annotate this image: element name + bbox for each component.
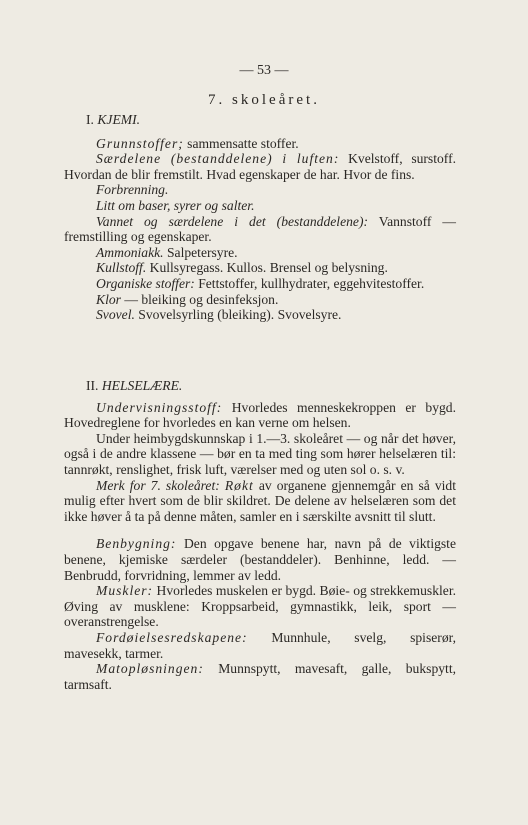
paragraph: Merk for 7. skoleåret: Røkt av organene gjennemgår en så vidt mulig efter hvert som de blir skildret. De delene av helselæren som det ikke høver å ta på denne måten, samler en i særskilte avsnitt til slutt.: [64, 477, 456, 524]
section-title-text: KJEMI.: [97, 112, 140, 127]
paragraph: Litt om baser, syrer og salter.: [96, 197, 255, 213]
section-title: [86, 112, 456, 128]
paragraph: Vannet og særdelene i det (bestanddelene): Vannstoff — fremstilling og egenskaper.: [64, 213, 457, 245]
page-number: — 53 —: [239, 63, 289, 78]
paragraph: Matopløsningen: Munnspytt, mavesaft, galle, bukspytt, tarmsaft.: [64, 661, 456, 692]
paragraph: Kullstoff. Kullsyregass. Kullos. Brensel og belysning.: [96, 260, 388, 276]
paragraph: Svovel. Svovelsyrling (bleiking). Svovelsyre.: [96, 307, 342, 323]
section-number: I.: [86, 112, 94, 127]
paragraph: Forbrenning.: [96, 182, 169, 198]
paragraph: Særdelene (bestanddelene) i luften: Kvelstoff, surstoff. Hvordan de blir fremstilt. Hvad egenskaper de har. Hvor de fins.: [64, 151, 457, 182]
section-helselaere: [64, 378, 456, 692]
section-number: II.: [86, 378, 99, 393]
paragraph: Grunnstoffer; sammensatte stoffer.: [96, 135, 299, 151]
paragraph: Klor — bleiking og desinfeksjon.: [96, 291, 279, 307]
chapter-heading: 7. skoleåret.: [208, 92, 320, 108]
section-title-text: HELSELÆRE.: [101, 378, 183, 393]
paragraph: Organiske stoffer: Fettstoffer, kullhydrater, eggehvitestoffer.: [96, 275, 425, 291]
paragraph: Fordøielsesredskapene: Munnhule, svelg, spiserør, mavesekk, tarmer.: [64, 629, 456, 661]
paragraph: Ammoniakk. Salpetersyre.: [96, 244, 238, 260]
section-kjemi: [64, 112, 456, 323]
paragraph: Undervisningsstoff: Hvorledes menneskekroppen er bygd. Hovedreglene for hvorledes en kan verne om helsen.: [64, 399, 456, 431]
paragraph: Under heimbygdskunnskap i 1.—3. skoleåret — og når det høver, også i de andre klassene — bør en ta med ting som hører helselæren til: tannrøkt, renslighet, frisk luft, værelser med og uten sol o. s. v.: [64, 430, 456, 477]
paragraph: Muskler: Hvorledes muskelen er bygd. Bøie- og strekkemuskler. Øving av musklene: Kroppsarbeid, gymnastikk, leik, sport — overanstrengelse.: [64, 583, 456, 630]
section-title: [86, 378, 456, 394]
paragraph: Benbygning: Den opgave benene har, navn på de viktigste benene, kjemiske særdeler (bestanddeler). Benhinne, ledd. — Benbrudd, forvridning, lemmer av ledd.: [64, 536, 456, 583]
